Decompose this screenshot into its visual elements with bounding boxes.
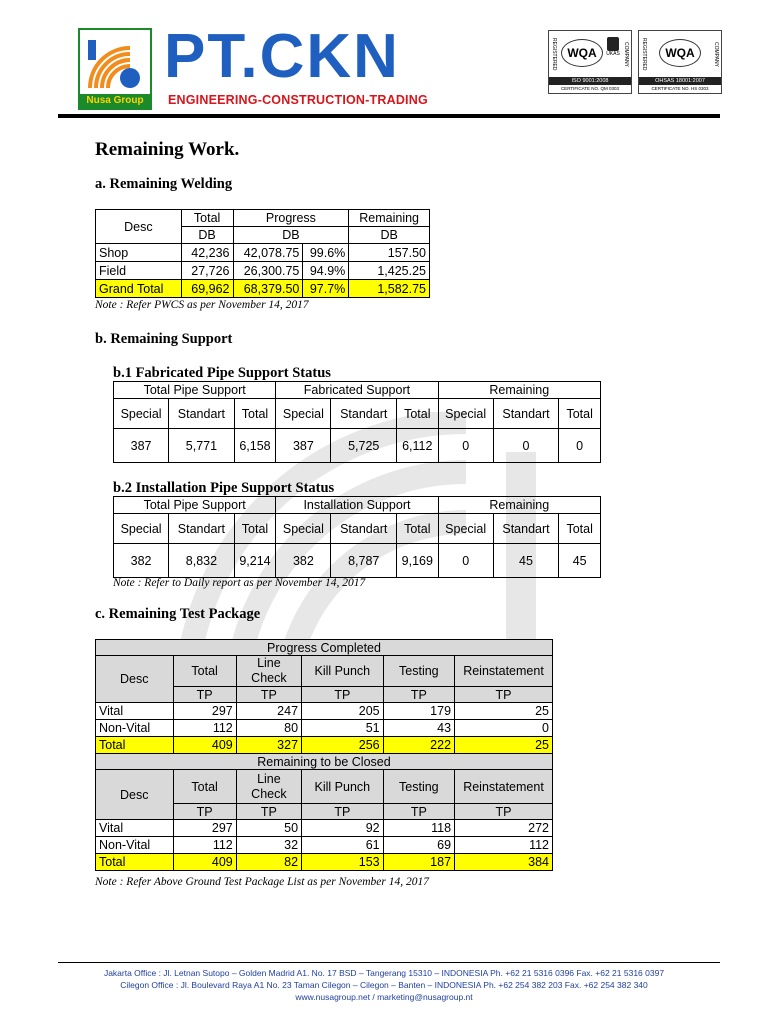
footer-cilegon-address: Cilegon Office : Jl. Boulevard Raya A1 No. 23 Taman Cilegon – Cilegon – Banten – INDONESIA Ph. +62 254 382 203 Fax. +62 254 382 340 — [120, 980, 648, 990]
cell: 6,158 — [234, 429, 276, 463]
footer-rule — [58, 962, 720, 963]
cell: 61 — [302, 837, 384, 854]
welding-note: Note : Refer PWCS as per November 14, 2017 — [95, 299, 309, 311]
cell: Vital — [96, 820, 174, 837]
table-row — [96, 244, 430, 262]
col-header: Total — [234, 514, 276, 544]
cell: 51 — [302, 720, 384, 737]
section-title: Progress Completed — [96, 640, 553, 656]
installation-heading: b.2 Installation Pipe Support Status — [113, 480, 335, 496]
col-header: Special — [114, 514, 169, 544]
test-package-table — [95, 639, 553, 871]
table-row — [96, 720, 553, 737]
col-header: Total — [396, 514, 438, 544]
cell: 0 — [559, 429, 601, 463]
cell: 112 — [173, 720, 236, 737]
section-title: Remaining to be Closed — [96, 754, 553, 770]
col-total: Total — [181, 210, 233, 227]
cell: 205 — [302, 703, 384, 720]
cell: 9,214 — [234, 544, 276, 578]
cell: 157.50 — [349, 244, 430, 262]
cell: 42,078.75 — [233, 244, 303, 262]
cell: 1,425.25 — [349, 262, 430, 280]
col-header: Standart — [331, 514, 397, 544]
col-header: Total — [559, 514, 601, 544]
unit-tp: TP — [302, 687, 384, 703]
cell: 272 — [455, 820, 553, 837]
col-header: Standart — [331, 399, 397, 429]
footer-jakarta-address: Jakarta Office : Jl. Letnan Sutopo – Golden Madrid A1. No. 17 BSD – Tangerang 15310 – INDONESIA Ph. +62 21 5316 0396 Fax. +62 21 5316 0397 — [103, 968, 665, 978]
group-header: Remaining — [438, 382, 600, 399]
installation-support-table — [113, 496, 601, 578]
total-row — [96, 854, 553, 871]
unit-tp: TP — [455, 687, 553, 703]
col-header: Special — [438, 514, 493, 544]
group-header: Fabricated Support — [276, 382, 438, 399]
cell: 97.7% — [303, 280, 349, 298]
cell: 8,787 — [331, 544, 397, 578]
cell: 297 — [173, 820, 236, 837]
cell: 94.9% — [303, 262, 349, 280]
cell: 25 — [455, 737, 553, 754]
cell: 42,236 — [181, 244, 233, 262]
col-header: Special — [276, 514, 331, 544]
page-title: Remaining Work. — [95, 139, 240, 160]
col-header: Standart — [493, 399, 559, 429]
col-reinstatement: Reinstatement — [455, 656, 553, 687]
unit-tp: TP — [455, 804, 553, 820]
cell: 27,726 — [181, 262, 233, 280]
col-testing: Testing — [383, 770, 454, 804]
group-header: Installation Support — [276, 497, 438, 514]
group-header: Total Pipe Support — [114, 382, 276, 399]
col-desc: Desc — [96, 210, 182, 244]
unit-db: DB — [181, 227, 233, 244]
col-header: Special — [276, 399, 331, 429]
cell: 0 — [438, 429, 493, 463]
logo-group-label: Nusa Group — [80, 94, 150, 108]
cell: Vital — [96, 703, 174, 720]
col-header: Standart — [493, 514, 559, 544]
total-row — [96, 737, 553, 754]
table-row — [96, 820, 553, 837]
wqa-icon: WQA — [659, 39, 701, 67]
cell: 26,300.75 — [233, 262, 303, 280]
col-line-check: Line Check — [236, 656, 301, 687]
table-row — [96, 262, 430, 280]
cell: 409 — [173, 737, 236, 754]
cell: 69 — [383, 837, 454, 854]
cell: 387 — [114, 429, 169, 463]
col-total: Total — [173, 770, 236, 804]
cell: Non-Vital — [96, 837, 174, 854]
company-name: PT.CKN — [164, 22, 400, 91]
table-row — [114, 429, 601, 463]
iso-certificate-badge: REGISTERED WQA UKAS COMPANY ISO 9001:2008 CERTIFICATE NO. QM 0303 — [548, 30, 632, 94]
cell: 8,832 — [169, 544, 235, 578]
cell: 1,582.75 — [349, 280, 430, 298]
cell: 382 — [276, 544, 331, 578]
cell: Field — [96, 262, 182, 280]
cell: 6,112 — [396, 429, 438, 463]
ukas-icon: UKAS — [605, 37, 621, 57]
col-line-check: Line Check — [236, 770, 301, 804]
cell: 0 — [438, 544, 493, 578]
col-header: Total — [396, 399, 438, 429]
unit-tp: TP — [302, 804, 384, 820]
cell: 387 — [276, 429, 331, 463]
cell: 112 — [173, 837, 236, 854]
welding-heading: a. Remaining Welding — [95, 176, 233, 192]
cell: 327 — [236, 737, 301, 754]
cell: 32 — [236, 837, 301, 854]
cell: Grand Total — [96, 280, 182, 298]
unit-tp: TP — [173, 687, 236, 703]
testpack-heading: c. Remaining Test Package — [95, 606, 261, 622]
unit-tp: TP — [236, 804, 301, 820]
group-header: Remaining — [438, 497, 600, 514]
cell: 99.6% — [303, 244, 349, 262]
cell: 80 — [236, 720, 301, 737]
header-rule — [58, 114, 720, 118]
cell: 297 — [173, 703, 236, 720]
table-row — [114, 544, 601, 578]
cell: 68,379.50 — [233, 280, 303, 298]
cell: 0 — [493, 429, 559, 463]
cell: Total — [96, 737, 174, 754]
col-testing: Testing — [383, 656, 454, 687]
col-kill-punch: Kill Punch — [302, 770, 384, 804]
cell: Non-Vital — [96, 720, 174, 737]
cell: 82 — [236, 854, 301, 871]
ohsas-certificate-badge: REGISTERED WQA COMPANY OHSAS 18001:2007 CERTIFICATE NO. HS 0303 — [638, 30, 722, 94]
cell: 5,771 — [169, 429, 235, 463]
col-header: Total — [559, 399, 601, 429]
col-header: Standart — [169, 514, 235, 544]
cell: 25 — [455, 703, 553, 720]
cell: 5,725 — [331, 429, 397, 463]
unit-db: DB — [349, 227, 430, 244]
cell: 384 — [455, 854, 553, 871]
table-row — [96, 703, 553, 720]
cell: 409 — [173, 854, 236, 871]
cell: 187 — [383, 854, 454, 871]
cell: 153 — [302, 854, 384, 871]
cell: 247 — [236, 703, 301, 720]
company-logo — [78, 28, 152, 110]
fabricated-heading: b.1 Fabricated Pipe Support Status — [113, 365, 331, 381]
col-reinstatement: Reinstatement — [455, 770, 553, 804]
cell: 0 — [455, 720, 553, 737]
cell: 45 — [559, 544, 601, 578]
group-header: Total Pipe Support — [114, 497, 276, 514]
col-total: Total — [173, 656, 236, 687]
unit-tp: TP — [383, 687, 454, 703]
sun-logo-icon — [86, 38, 142, 90]
cell: 382 — [114, 544, 169, 578]
footer-web-email: www.nusagroup.net / marketing@nusagroup.nt — [295, 992, 473, 1002]
cell: 112 — [455, 837, 553, 854]
testpack-note: Note : Refer Above Ground Test Package List as per November 14, 2017 — [95, 876, 429, 888]
support-heading: b. Remaining Support — [95, 331, 233, 347]
cell: Shop — [96, 244, 182, 262]
col-kill-punch: Kill Punch — [302, 656, 384, 687]
unit-db: DB — [233, 227, 349, 244]
col-header: Total — [234, 399, 276, 429]
cell: 9,169 — [396, 544, 438, 578]
unit-tp: TP — [383, 804, 454, 820]
col-remaining: Remaining — [349, 210, 430, 227]
unit-tp: TP — [173, 804, 236, 820]
table-row — [96, 837, 553, 854]
fabricated-support-table — [113, 381, 601, 463]
cell: 43 — [383, 720, 454, 737]
cell: 256 — [302, 737, 384, 754]
cell: 69,962 — [181, 280, 233, 298]
cell: 179 — [383, 703, 454, 720]
welding-table — [95, 209, 430, 298]
col-header: Special — [114, 399, 169, 429]
col-progress: Progress — [233, 210, 349, 227]
col-desc: Desc — [96, 656, 174, 703]
cell: 118 — [383, 820, 454, 837]
company-tagline: ENGINEERING-CONSTRUCTION-TRADING — [168, 93, 428, 107]
cell: 45 — [493, 544, 559, 578]
cell: 92 — [302, 820, 384, 837]
col-header: Special — [438, 399, 493, 429]
cell: 222 — [383, 737, 454, 754]
col-desc: Desc — [96, 770, 174, 820]
col-header: Standart — [169, 399, 235, 429]
cell: 50 — [236, 820, 301, 837]
unit-tp: TP — [236, 687, 301, 703]
support-note: Note : Refer to Daily report as per November 14, 2017 — [113, 577, 366, 589]
grand-total-row — [96, 280, 430, 298]
cell: Total — [96, 854, 174, 871]
wqa-icon: WQA — [561, 39, 603, 67]
